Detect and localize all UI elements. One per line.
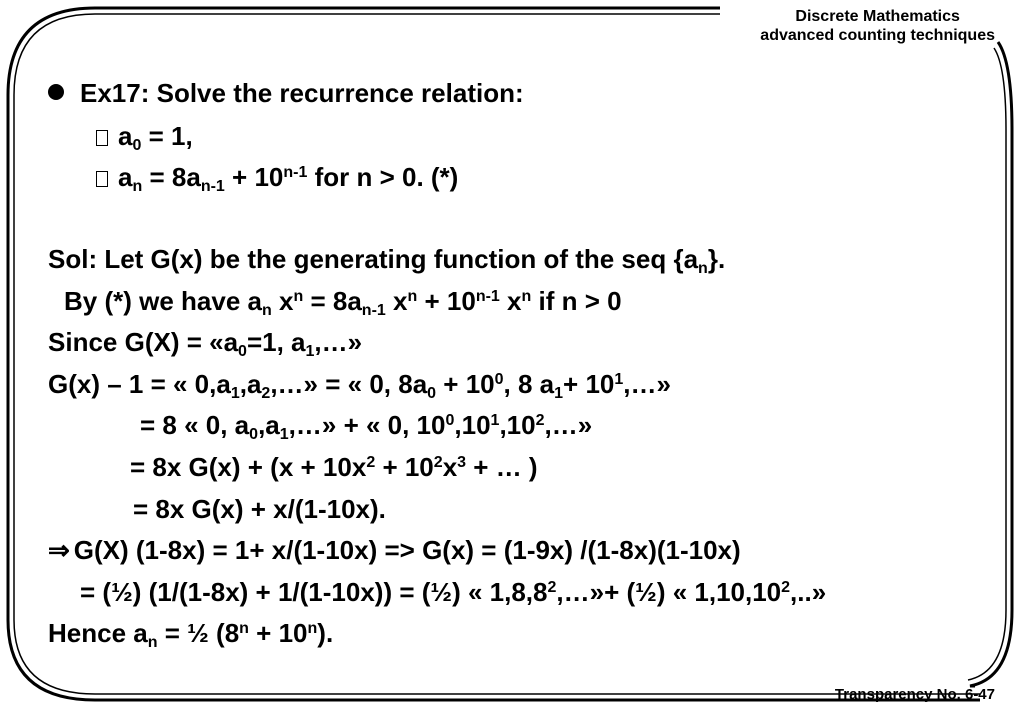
- math-text: 0: [494, 371, 504, 388]
- solution-step-1: [64, 286, 622, 319]
- solution-step-5: [130, 452, 538, 482]
- math-text: n: [698, 260, 708, 277]
- math-text: ,…»+ (½) « 1,10,10: [556, 577, 782, 607]
- math-text: ,…»: [544, 410, 593, 440]
- math-text: n: [147, 634, 158, 651]
- math-text: 2: [535, 412, 545, 429]
- section-title: advanced counting techniques: [760, 27, 995, 44]
- math-text: G(X) (1-8x) = 1+ x/(1-10x) => G(x) = (1-9x) /(1-8x)(1-10x): [73, 535, 741, 565]
- math-text: if n > 0: [531, 286, 622, 316]
- math-text: 1: [230, 385, 240, 402]
- solution-step-6: [133, 494, 386, 524]
- solution-step-7: [48, 535, 741, 565]
- solution-step-8: [80, 577, 826, 607]
- solution-step-2: [48, 327, 363, 360]
- math-text: a: [118, 121, 133, 151]
- math-text: = 8x G(x) + (x + 10x: [130, 452, 367, 482]
- math-text: + 10: [563, 369, 615, 399]
- math-text: = ½ (8: [157, 618, 240, 648]
- math-text: = 1,: [141, 121, 193, 151]
- initial-condition: [96, 121, 193, 154]
- math-text: Hence a: [48, 618, 148, 648]
- math-text: = 8a: [303, 286, 362, 316]
- math-text: =1, a: [246, 327, 306, 357]
- math-text: n: [307, 620, 318, 637]
- math-text: = 8x G(x) + x/(1-10x).: [133, 494, 386, 524]
- math-text: 0: [427, 385, 437, 402]
- solution-step-4: [140, 410, 593, 443]
- math-text: 2: [433, 454, 443, 471]
- slide-number: Transparency No. 6-47: [834, 686, 995, 703]
- math-text: 1: [305, 343, 315, 360]
- math-text: x: [271, 286, 294, 316]
- math-text: 0: [249, 426, 259, 443]
- math-text: a: [118, 162, 133, 192]
- math-text: n: [132, 178, 143, 195]
- math-text: 2: [781, 579, 791, 596]
- math-text: G(x) – 1 = « 0,a: [48, 369, 231, 399]
- final-answer: [48, 618, 334, 651]
- math-text: ,10: [454, 410, 491, 440]
- slide-header: [760, 7, 995, 45]
- math-text: By (*) we have a: [64, 286, 262, 316]
- math-text: ,10: [499, 410, 536, 440]
- math-text: Ex17: Solve the recurrence relation:: [80, 78, 524, 108]
- math-text: 0: [238, 343, 247, 360]
- math-text: = (½) (1/(1-8x) + 1/(1-10x)) = (½) « 1,8,8: [80, 577, 548, 607]
- math-text: ,a: [239, 369, 262, 399]
- math-text: ).: [317, 618, 334, 648]
- math-text: n: [407, 288, 418, 305]
- math-text: n: [239, 620, 249, 637]
- example-heading: [48, 78, 524, 108]
- math-text: = 8 « 0, a: [140, 410, 250, 440]
- math-text: Since G(X) = «a: [48, 327, 239, 357]
- math-text: 3: [457, 454, 467, 471]
- math-text: ,…» + « 0, 10: [288, 410, 446, 440]
- math-text: n-1: [475, 288, 500, 305]
- math-text: 2: [366, 454, 376, 471]
- checkbox-bullet-icon: [96, 171, 108, 187]
- math-text: 2: [547, 579, 557, 596]
- course-title: Discrete Mathematics: [795, 8, 960, 25]
- math-text: Sol: Let G(x) be the generating function of the seq {a: [48, 244, 699, 274]
- math-text: ,…»: [623, 369, 671, 399]
- math-text: + 10: [375, 452, 434, 482]
- implies-arrow-icon: ⇒: [48, 535, 70, 565]
- math-text: n: [261, 302, 272, 319]
- math-text: x: [442, 452, 458, 482]
- math-text: 0: [132, 137, 142, 154]
- math-text: + … ): [466, 452, 538, 482]
- math-text: n-1: [283, 164, 308, 181]
- math-text: 1: [614, 371, 624, 388]
- math-text: x: [499, 286, 522, 316]
- math-text: , 8 a: [503, 369, 555, 399]
- solution-step-3: [48, 369, 671, 402]
- math-text: }.: [707, 244, 726, 274]
- math-text: + 10: [417, 286, 476, 316]
- checkbox-bullet-icon: [96, 130, 108, 146]
- math-text: ,a: [258, 410, 280, 440]
- math-text: n-1: [361, 302, 386, 319]
- math-text: x: [385, 286, 408, 316]
- math-text: + 10: [248, 618, 308, 648]
- recurrence-equation: [96, 162, 459, 195]
- math-text: 0: [445, 412, 455, 429]
- math-text: 1: [490, 412, 500, 429]
- math-text: for n > 0. (*): [307, 162, 459, 192]
- math-text: + 10: [224, 162, 284, 192]
- math-text: = 8a: [142, 162, 201, 192]
- math-text: 1: [279, 426, 289, 443]
- bullet-icon: [48, 84, 64, 100]
- solution-intro: [48, 244, 726, 277]
- math-text: 2: [261, 385, 271, 402]
- math-text: ,…»: [314, 327, 363, 357]
- math-text: 1: [554, 385, 564, 402]
- math-text: ,…» = « 0, 8a: [270, 369, 428, 399]
- math-text: n: [521, 288, 532, 305]
- math-text: n: [293, 288, 304, 305]
- math-text: + 10: [436, 369, 495, 399]
- math-text: n-1: [200, 178, 225, 195]
- math-text: ,..»: [790, 577, 827, 607]
